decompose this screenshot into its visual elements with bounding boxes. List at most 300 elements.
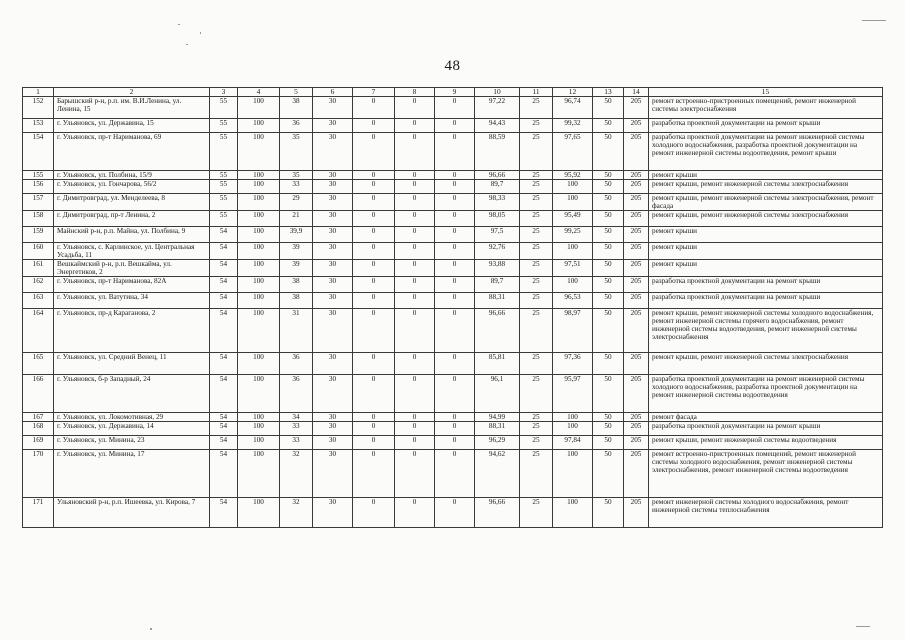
value-cell-c9: 0 — [435, 309, 475, 353]
value-cell-c10: 89,7 — [475, 277, 520, 293]
works-cell: ремонт инженерной системы холодного водоснабжения, ремонт инженерной системы теплоснабжения — [649, 498, 883, 528]
value-cell-c4: 100 — [238, 97, 280, 119]
value-cell-c13: 50 — [593, 260, 624, 277]
value-cell-c8: 0 — [395, 180, 435, 194]
value-cell-c8: 0 — [395, 171, 435, 180]
value-cell-c7: 0 — [353, 309, 395, 353]
address-cell: г. Ульяновск, ул. Гончарова, 56/2 — [54, 180, 210, 194]
address-cell: г. Ульяновск, ул. Полбина, 15/9 — [54, 171, 210, 180]
value-cell-c9: 0 — [435, 243, 475, 260]
value-cell-c13: 50 — [593, 436, 624, 450]
address-cell: г. Ульяновск, б-р Западный, 24 — [54, 375, 210, 413]
row-number: 155 — [23, 171, 54, 180]
value-cell-c9: 0 — [435, 422, 475, 436]
value-cell-c14: 205 — [624, 97, 649, 119]
value-cell-c10: 92,76 — [475, 243, 520, 260]
value-cell-c9: 0 — [435, 293, 475, 309]
table-row — [23, 243, 883, 260]
value-cell-c4: 100 — [238, 180, 280, 194]
row-number: 166 — [23, 375, 54, 413]
value-cell-c7: 0 — [353, 119, 395, 133]
value-cell-c4: 100 — [238, 119, 280, 133]
value-cell-c8: 0 — [395, 353, 435, 375]
value-cell-c3: 55 — [210, 133, 238, 171]
value-cell-c3: 55 — [210, 119, 238, 133]
value-cell-c11: 25 — [520, 353, 553, 375]
value-cell-c7: 0 — [353, 227, 395, 243]
value-cell-c13: 50 — [593, 211, 624, 227]
value-cell-c13: 50 — [593, 422, 624, 436]
table-row — [23, 353, 883, 375]
scan-speck — [200, 32, 201, 34]
value-cell-c6: 30 — [313, 277, 353, 293]
value-cell-c3: 55 — [210, 180, 238, 194]
value-cell-c6: 30 — [313, 211, 353, 227]
value-cell-c6: 30 — [313, 180, 353, 194]
value-cell-c6: 30 — [313, 293, 353, 309]
value-cell-c5: 39,9 — [280, 227, 313, 243]
value-cell-c14: 205 — [624, 227, 649, 243]
row-number: 171 — [23, 498, 54, 528]
value-cell-c3: 54 — [210, 243, 238, 260]
value-cell-c3: 55 — [210, 97, 238, 119]
value-cell-c4: 100 — [238, 413, 280, 422]
address-cell: г. Ульяновск, ул. Локомотивная, 29 — [54, 413, 210, 422]
row-number: 167 — [23, 413, 54, 422]
value-cell-c8: 0 — [395, 119, 435, 133]
table-row — [23, 375, 883, 413]
column-number: 1 — [23, 88, 54, 97]
value-cell-c6: 30 — [313, 450, 353, 498]
register-table — [22, 87, 883, 528]
value-cell-c13: 50 — [593, 413, 624, 422]
value-cell-c11: 25 — [520, 180, 553, 194]
table-row — [23, 413, 883, 422]
value-cell-c3: 55 — [210, 171, 238, 180]
column-number: 14 — [624, 88, 649, 97]
value-cell-c12: 100 — [553, 413, 593, 422]
address-cell: г. Димитровград, пр-т Ленина, 2 — [54, 211, 210, 227]
value-cell-c3: 55 — [210, 194, 238, 211]
value-cell-c7: 0 — [353, 180, 395, 194]
works-cell: разработка проектной документации на ремонт инженерной системы холодного водоснабжения, разработка проектной документации на ремонт инженерной системы водоотведения, ремонт крыши — [649, 133, 883, 171]
works-cell: ремонт крыши, ремонт инженерной системы электроснабжения — [649, 211, 883, 227]
column-number-row — [23, 88, 883, 97]
column-number: 2 — [54, 88, 210, 97]
value-cell-c5: 33 — [280, 422, 313, 436]
value-cell-c8: 0 — [395, 194, 435, 211]
value-cell-c10: 94,43 — [475, 119, 520, 133]
value-cell-c6: 30 — [313, 498, 353, 528]
address-cell: г. Ульяновск, ул. Минина, 17 — [54, 450, 210, 498]
value-cell-c5: 39 — [280, 260, 313, 277]
value-cell-c14: 205 — [624, 422, 649, 436]
value-cell-c4: 100 — [238, 211, 280, 227]
value-cell-c4: 100 — [238, 375, 280, 413]
column-number: 4 — [238, 88, 280, 97]
value-cell-c7: 0 — [353, 194, 395, 211]
value-cell-c7: 0 — [353, 436, 395, 450]
value-cell-c6: 30 — [313, 436, 353, 450]
value-cell-c7: 0 — [353, 375, 395, 413]
value-cell-c10: 96,66 — [475, 498, 520, 528]
value-cell-c10: 97,22 — [475, 97, 520, 119]
value-cell-c14: 205 — [624, 243, 649, 260]
value-cell-c12: 98,97 — [553, 309, 593, 353]
value-cell-c13: 50 — [593, 97, 624, 119]
works-cell: разработка проектной документации на ремонт крыши — [649, 277, 883, 293]
value-cell-c7: 0 — [353, 260, 395, 277]
value-cell-c8: 0 — [395, 133, 435, 171]
value-cell-c7: 0 — [353, 498, 395, 528]
value-cell-c13: 50 — [593, 375, 624, 413]
address-cell: Вешкаймский р-н, р.п. Вешкайма, ул. Энергетиков, 2 — [54, 260, 210, 277]
value-cell-c6: 30 — [313, 413, 353, 422]
scan-speck — [862, 20, 886, 21]
value-cell-c8: 0 — [395, 293, 435, 309]
value-cell-c4: 100 — [238, 171, 280, 180]
table-row — [23, 171, 883, 180]
value-cell-c9: 0 — [435, 180, 475, 194]
row-number: 170 — [23, 450, 54, 498]
row-number: 168 — [23, 422, 54, 436]
value-cell-c3: 54 — [210, 450, 238, 498]
value-cell-c14: 205 — [624, 119, 649, 133]
value-cell-c11: 25 — [520, 422, 553, 436]
value-cell-c5: 35 — [280, 133, 313, 171]
value-cell-c6: 30 — [313, 260, 353, 277]
value-cell-c5: 33 — [280, 436, 313, 450]
value-cell-c11: 25 — [520, 293, 553, 309]
value-cell-c6: 30 — [313, 375, 353, 413]
value-cell-c10: 98,05 — [475, 211, 520, 227]
value-cell-c8: 0 — [395, 260, 435, 277]
value-cell-c4: 100 — [238, 498, 280, 528]
value-cell-c6: 30 — [313, 133, 353, 171]
value-cell-c10: 97,5 — [475, 227, 520, 243]
value-cell-c6: 30 — [313, 309, 353, 353]
column-number: 9 — [435, 88, 475, 97]
column-number: 15 — [649, 88, 883, 97]
value-cell-c3: 54 — [210, 260, 238, 277]
works-cell: ремонт крыши, ремонт инженерной системы электроснабжения — [649, 180, 883, 194]
address-cell: г. Ульяновск, пр-т Нариманова, 82А — [54, 277, 210, 293]
scan-speck — [150, 628, 152, 630]
table-row — [23, 309, 883, 353]
value-cell-c4: 100 — [238, 293, 280, 309]
value-cell-c4: 100 — [238, 422, 280, 436]
table-row — [23, 227, 883, 243]
works-cell: разработка проектной документации на ремонт крыши — [649, 293, 883, 309]
value-cell-c5: 36 — [280, 375, 313, 413]
value-cell-c8: 0 — [395, 413, 435, 422]
value-cell-c10: 88,59 — [475, 133, 520, 171]
works-cell: ремонт крыши, ремонт инженерной системы электроснабжения — [649, 353, 883, 375]
row-number: 169 — [23, 436, 54, 450]
value-cell-c9: 0 — [435, 498, 475, 528]
value-cell-c12: 100 — [553, 194, 593, 211]
value-cell-c9: 0 — [435, 375, 475, 413]
value-cell-c12: 95,92 — [553, 171, 593, 180]
address-cell: Майнский р-н, р.п. Майна, ул. Полбина, 9 — [54, 227, 210, 243]
row-number: 153 — [23, 119, 54, 133]
value-cell-c9: 0 — [435, 194, 475, 211]
value-cell-c5: 32 — [280, 450, 313, 498]
column-number: 12 — [553, 88, 593, 97]
value-cell-c3: 54 — [210, 353, 238, 375]
value-cell-c5: 38 — [280, 97, 313, 119]
value-cell-c5: 35 — [280, 171, 313, 180]
works-cell: ремонт встроенно-пристроенных помещений, ремонт инженерной системы холодного водоснабжения, ремонт инженерной системы электроснабжения, ремонт инженерной системы водоотведения — [649, 450, 883, 498]
value-cell-c11: 25 — [520, 227, 553, 243]
value-cell-c11: 25 — [520, 260, 553, 277]
value-cell-c14: 205 — [624, 180, 649, 194]
value-cell-c4: 100 — [238, 133, 280, 171]
value-cell-c12: 100 — [553, 277, 593, 293]
table-row — [23, 119, 883, 133]
value-cell-c13: 50 — [593, 450, 624, 498]
value-cell-c12: 97,84 — [553, 436, 593, 450]
value-cell-c4: 100 — [238, 260, 280, 277]
value-cell-c10: 96,29 — [475, 436, 520, 450]
value-cell-c4: 100 — [238, 309, 280, 353]
value-cell-c7: 0 — [353, 293, 395, 309]
value-cell-c4: 100 — [238, 194, 280, 211]
value-cell-c11: 25 — [520, 375, 553, 413]
value-cell-c11: 25 — [520, 194, 553, 211]
value-cell-c6: 30 — [313, 119, 353, 133]
value-cell-c7: 0 — [353, 413, 395, 422]
value-cell-c8: 0 — [395, 375, 435, 413]
works-cell: ремонт крыши — [649, 227, 883, 243]
value-cell-c7: 0 — [353, 97, 395, 119]
value-cell-c3: 54 — [210, 375, 238, 413]
value-cell-c14: 205 — [624, 293, 649, 309]
value-cell-c3: 54 — [210, 309, 238, 353]
value-cell-c12: 100 — [553, 498, 593, 528]
value-cell-c14: 205 — [624, 133, 649, 171]
value-cell-c4: 100 — [238, 277, 280, 293]
value-cell-c6: 30 — [313, 243, 353, 260]
works-cell: ремонт фасада — [649, 413, 883, 422]
value-cell-c14: 205 — [624, 436, 649, 450]
table-row — [23, 211, 883, 227]
value-cell-c9: 0 — [435, 450, 475, 498]
value-cell-c11: 25 — [520, 97, 553, 119]
table-row — [23, 436, 883, 450]
row-number: 161 — [23, 260, 54, 277]
table-row — [23, 450, 883, 498]
works-cell: разработка проектной документации на ремонт инженерной системы холодного водоснабжения, разработка проектной документации на ремонт инженерной системы водоотведения — [649, 375, 883, 413]
column-number: 8 — [395, 88, 435, 97]
scan-speck — [856, 626, 870, 627]
value-cell-c14: 205 — [624, 353, 649, 375]
value-cell-c3: 54 — [210, 413, 238, 422]
scan-speck — [186, 44, 188, 45]
row-number: 158 — [23, 211, 54, 227]
value-cell-c9: 0 — [435, 133, 475, 171]
value-cell-c9: 0 — [435, 97, 475, 119]
table-row — [23, 260, 883, 277]
value-cell-c14: 205 — [624, 211, 649, 227]
value-cell-c9: 0 — [435, 227, 475, 243]
value-cell-c14: 205 — [624, 194, 649, 211]
value-cell-c6: 30 — [313, 194, 353, 211]
value-cell-c7: 0 — [353, 422, 395, 436]
row-number: 156 — [23, 180, 54, 194]
address-cell: г. Ульяновск, ул. Средний Венец, 11 — [54, 353, 210, 375]
value-cell-c6: 30 — [313, 422, 353, 436]
value-cell-c11: 25 — [520, 133, 553, 171]
value-cell-c10: 96,66 — [475, 309, 520, 353]
works-cell: ремонт встроенно-пристроенных помещений, ремонт инженерной системы электроснабжения — [649, 97, 883, 119]
value-cell-c5: 29 — [280, 194, 313, 211]
works-cell: ремонт крыши — [649, 243, 883, 260]
value-cell-c5: 36 — [280, 353, 313, 375]
row-number: 162 — [23, 277, 54, 293]
value-cell-c5: 31 — [280, 309, 313, 353]
row-number: 159 — [23, 227, 54, 243]
table-row — [23, 97, 883, 119]
value-cell-c14: 205 — [624, 375, 649, 413]
table-row — [23, 133, 883, 171]
value-cell-c13: 50 — [593, 243, 624, 260]
value-cell-c14: 205 — [624, 277, 649, 293]
value-cell-c8: 0 — [395, 243, 435, 260]
table-row — [23, 293, 883, 309]
value-cell-c14: 205 — [624, 413, 649, 422]
value-cell-c4: 100 — [238, 227, 280, 243]
value-cell-c9: 0 — [435, 436, 475, 450]
value-cell-c13: 50 — [593, 119, 624, 133]
works-cell: ремонт крыши, ремонт инженерной системы холодного водоснабжения, ремонт инженерной системы горячего водоснабжения, ремонт инженерной системы водоотведения, ремонт инженерной системы электроснабжения — [649, 309, 883, 353]
value-cell-c8: 0 — [395, 309, 435, 353]
value-cell-c10: 94,99 — [475, 413, 520, 422]
value-cell-c8: 0 — [395, 436, 435, 450]
value-cell-c13: 50 — [593, 293, 624, 309]
row-number: 154 — [23, 133, 54, 171]
value-cell-c5: 38 — [280, 277, 313, 293]
value-cell-c9: 0 — [435, 277, 475, 293]
address-cell: г. Димитровград, ул. Менделеева, 8 — [54, 194, 210, 211]
value-cell-c13: 50 — [593, 309, 624, 353]
value-cell-c12: 97,51 — [553, 260, 593, 277]
value-cell-c10: 96,66 — [475, 171, 520, 180]
value-cell-c8: 0 — [395, 450, 435, 498]
value-cell-c14: 205 — [624, 309, 649, 353]
value-cell-c9: 0 — [435, 413, 475, 422]
value-cell-c4: 100 — [238, 436, 280, 450]
value-cell-c5: 32 — [280, 498, 313, 528]
value-cell-c13: 50 — [593, 353, 624, 375]
value-cell-c5: 34 — [280, 413, 313, 422]
column-number: 7 — [353, 88, 395, 97]
value-cell-c11: 25 — [520, 413, 553, 422]
value-cell-c5: 38 — [280, 293, 313, 309]
value-cell-c7: 0 — [353, 277, 395, 293]
row-number: 157 — [23, 194, 54, 211]
value-cell-c14: 205 — [624, 260, 649, 277]
table-row — [23, 498, 883, 528]
value-cell-c7: 0 — [353, 133, 395, 171]
value-cell-c9: 0 — [435, 171, 475, 180]
value-cell-c10: 88,31 — [475, 422, 520, 436]
value-cell-c12: 100 — [553, 450, 593, 498]
value-cell-c13: 50 — [593, 227, 624, 243]
value-cell-c5: 39 — [280, 243, 313, 260]
value-cell-c6: 30 — [313, 171, 353, 180]
works-cell: разработка проектной документации на ремонт крыши — [649, 422, 883, 436]
value-cell-c10: 89,7 — [475, 180, 520, 194]
row-number: 163 — [23, 293, 54, 309]
value-cell-c10: 93,88 — [475, 260, 520, 277]
works-cell: ремонт крыши, ремонт инженерной системы электроснабжения, ремонт фасада — [649, 194, 883, 211]
value-cell-c11: 25 — [520, 309, 553, 353]
value-cell-c13: 50 — [593, 133, 624, 171]
value-cell-c12: 97,65 — [553, 133, 593, 171]
value-cell-c13: 50 — [593, 194, 624, 211]
value-cell-c9: 0 — [435, 211, 475, 227]
value-cell-c5: 21 — [280, 211, 313, 227]
table-row — [23, 277, 883, 293]
value-cell-c11: 25 — [520, 171, 553, 180]
works-cell: ремонт крыши, ремонт инженерной системы водоотведения — [649, 436, 883, 450]
value-cell-c4: 100 — [238, 243, 280, 260]
column-number: 5 — [280, 88, 313, 97]
value-cell-c11: 25 — [520, 436, 553, 450]
value-cell-c9: 0 — [435, 119, 475, 133]
address-cell: г. Ульяновск, ул. Минина, 23 — [54, 436, 210, 450]
address-cell: г. Ульяновск, пр-д Караганова, 2 — [54, 309, 210, 353]
table-row — [23, 422, 883, 436]
value-cell-c12: 100 — [553, 243, 593, 260]
value-cell-c10: 88,31 — [475, 293, 520, 309]
column-number: 6 — [313, 88, 353, 97]
row-number: 165 — [23, 353, 54, 375]
value-cell-c3: 54 — [210, 293, 238, 309]
column-number: 3 — [210, 88, 238, 97]
value-cell-c13: 50 — [593, 180, 624, 194]
works-cell: ремонт крыши — [649, 260, 883, 277]
value-cell-c6: 30 — [313, 97, 353, 119]
value-cell-c10: 94,62 — [475, 450, 520, 498]
address-cell: Барышский р-н, р.п. им. В.И.Ленина, ул. Ленина, 15 — [54, 97, 210, 119]
address-cell: г. Ульяновск, ул. Державина, 15 — [54, 119, 210, 133]
value-cell-c8: 0 — [395, 97, 435, 119]
address-cell: Ульяновский р-н, р.п. Ишеевка, ул. Кирова, 7 — [54, 498, 210, 528]
value-cell-c12: 97,36 — [553, 353, 593, 375]
value-cell-c12: 96,53 — [553, 293, 593, 309]
value-cell-c14: 205 — [624, 450, 649, 498]
value-cell-c6: 30 — [313, 353, 353, 375]
value-cell-c8: 0 — [395, 498, 435, 528]
row-number: 152 — [23, 97, 54, 119]
value-cell-c3: 54 — [210, 436, 238, 450]
row-number: 164 — [23, 309, 54, 353]
value-cell-c12: 99,32 — [553, 119, 593, 133]
value-cell-c13: 50 — [593, 498, 624, 528]
value-cell-c7: 0 — [353, 171, 395, 180]
value-cell-c11: 25 — [520, 498, 553, 528]
value-cell-c14: 205 — [624, 171, 649, 180]
address-cell: г. Ульяновск, ул. Державина, 14 — [54, 422, 210, 436]
value-cell-c12: 96,74 — [553, 97, 593, 119]
value-cell-c3: 54 — [210, 227, 238, 243]
value-cell-c8: 0 — [395, 211, 435, 227]
column-number: 10 — [475, 88, 520, 97]
value-cell-c14: 205 — [624, 498, 649, 528]
value-cell-c11: 25 — [520, 243, 553, 260]
